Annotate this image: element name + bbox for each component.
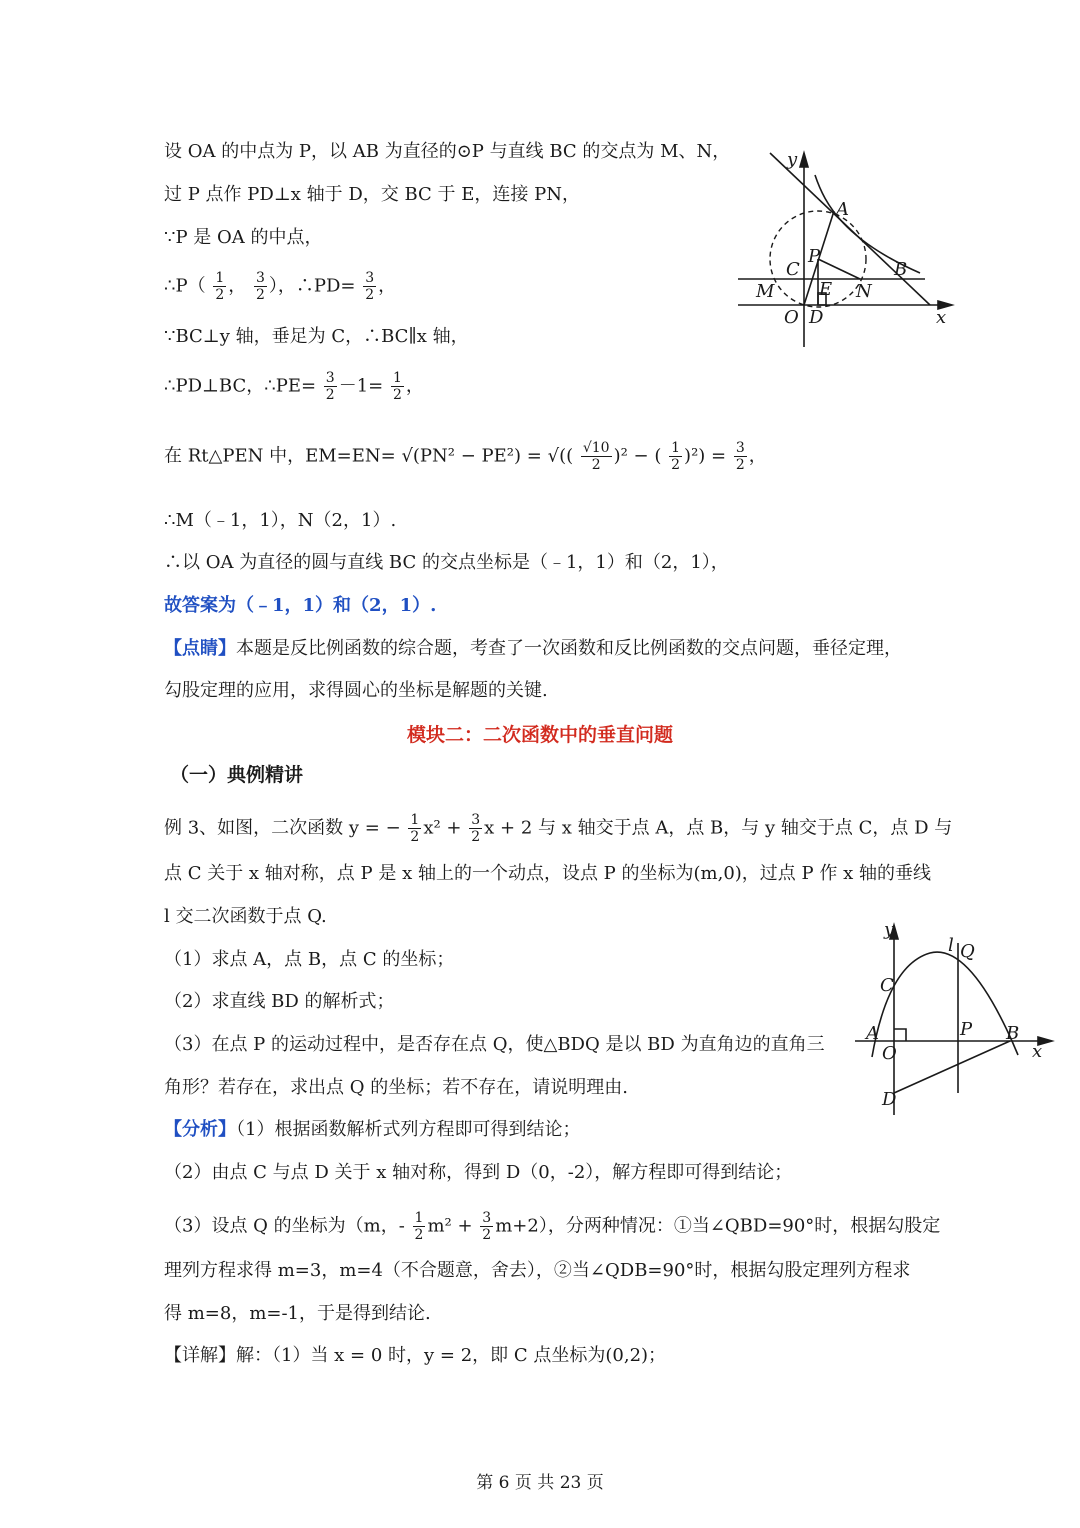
label-D: D — [809, 307, 824, 328]
comment-tag: 【点睛】 — [164, 638, 236, 659]
example-line: l 交二次函数于点 Q. — [164, 906, 327, 927]
label-C: C — [880, 975, 894, 996]
label-M: M — [756, 281, 775, 302]
text-line-with-fractions: ∴P（ $\frac{1}{2}$ ， $\frac{3}{2}$ ），∴PD= $\frac{3}{2}$ ， — [164, 270, 397, 303]
section-title: （一）典例精讲 — [170, 764, 304, 786]
label-O: O — [882, 1043, 897, 1064]
label-E: E — [819, 279, 833, 300]
text-line: ∵BC⊥y 轴，垂足为 C，∴BC∥x 轴， — [164, 326, 469, 347]
analysis-line: （2）由点 C 与点 D 关于 x 轴对称，得到 D（0，-2），解方程即可得到结论； — [164, 1162, 793, 1183]
label-Q: Q — [960, 941, 975, 962]
label-B: B — [894, 259, 908, 280]
label-O: O — [784, 307, 799, 328]
analysis-line: 【分析】（1）根据函数解析式列方程即可得到结论； — [164, 1119, 581, 1140]
analysis-line: （3）设点 Q 的坐标为（m，- $\frac{1}{2}$ m² + $\frac{3}{2}$ m+2），分两种情况：①当∠QBD=90°时，根据勾股定 — [164, 1210, 941, 1243]
figure-parabola — [850, 915, 1060, 1115]
label-N: N — [856, 281, 872, 302]
text-line: 勾股定理的应用，求得圆心的坐标是解题的关键. — [164, 680, 548, 701]
module-title: 模块二：二次函数中的垂直问题 — [406, 724, 673, 746]
example-line: 点 C 关于 x 轴对称，点 P 是 x 轴上的一个动点，设点 P 的坐标为(m,0)，过点 P 作 x 轴的垂线 — [164, 863, 931, 884]
comment-line: 【点睛】本题是反比例函数的综合题，考查了一次函数和反比例函数的交点问题，垂径定理， — [164, 638, 902, 659]
text-line-with-formula: 在 Rt△PEN 中，EM=EN= √(PN² − PE²) = √(( $\frac{√10}{2}$ )² − ( $\frac{1}{2}$ )²) = $\frac{3}{2}$ ， — [164, 440, 767, 473]
detail-tag: 【详解】 — [164, 1345, 236, 1366]
label-C: C — [786, 259, 800, 280]
answer-line: 故答案为（﹣1，1）和（2，1）. — [164, 595, 437, 616]
label-l: l — [948, 935, 954, 956]
label-y: y — [787, 149, 798, 170]
label-y: y — [884, 919, 895, 940]
text-line: 过 P 点作 PD⊥x 轴于 D，交 BC 于 E，连接 PN， — [164, 184, 580, 205]
text-line: 设 OA 的中点为 P，以 AB 为直径的⊙P 与直线 BC 的交点为 M、N， — [164, 141, 731, 162]
example-line: 例 3、如图，二次函数 y = − $\frac{1}{2}$ x² + $\frac{3}{2}$ x + 2 与 x 轴交于点 A，点 B，与 y 轴交于点 C，点 D 与 — [164, 812, 953, 845]
question-3-cont: 角形？若存在，求出点 Q 的坐标；若不存在，请说明理由. — [164, 1077, 628, 1098]
text-line: ∴以 OA 为直径的圆与直线 BC 的交点坐标是（﹣1，1）和（2，1）， — [164, 552, 729, 573]
question-1: （1）求点 A，点 B，点 C 的坐标； — [164, 949, 455, 970]
analysis-tag: 【分析】 — [164, 1119, 236, 1140]
label-B: B — [1006, 1023, 1020, 1044]
label-P: P — [960, 1019, 973, 1040]
label-x: x — [1032, 1041, 1043, 1062]
detail-line: 【详解】解：（1）当 x = 0 时，y = 2，即 C 点坐标为(0,2)； — [164, 1345, 667, 1366]
question-2: （2）求直线 BD 的解析式； — [164, 991, 395, 1012]
figure-circle-line — [730, 145, 960, 355]
label-x: x — [936, 307, 947, 328]
text-line: ∴M（﹣1，1），N（2，1）. — [164, 510, 397, 531]
page-footer: 第 6 页 共 23 页 — [476, 1473, 604, 1493]
analysis-line: 理列方程求得 m=3，m=4（不合题意，舍去），②当∠QDB=90°时，根据勾股定理列方程求 — [164, 1260, 911, 1281]
text-line: ∵P 是 OA 的中点， — [164, 227, 323, 248]
label-A: A — [866, 1023, 879, 1044]
label-A: A — [836, 199, 849, 220]
label-P: P — [808, 246, 821, 267]
text-line-with-fractions: ∴PD⊥BC，∴PE= $\frac{3}{2}$ －1= $\frac{1}{2}$ ， — [164, 370, 424, 403]
label-D: D — [882, 1089, 897, 1110]
analysis-line: 得 m=8，m=-1，于是得到结论. — [164, 1303, 431, 1324]
question-3: （3）在点 P 的运动过程中，是否存在点 Q，使△BDQ 是以 BD 为直角边的直角三 — [164, 1034, 825, 1055]
